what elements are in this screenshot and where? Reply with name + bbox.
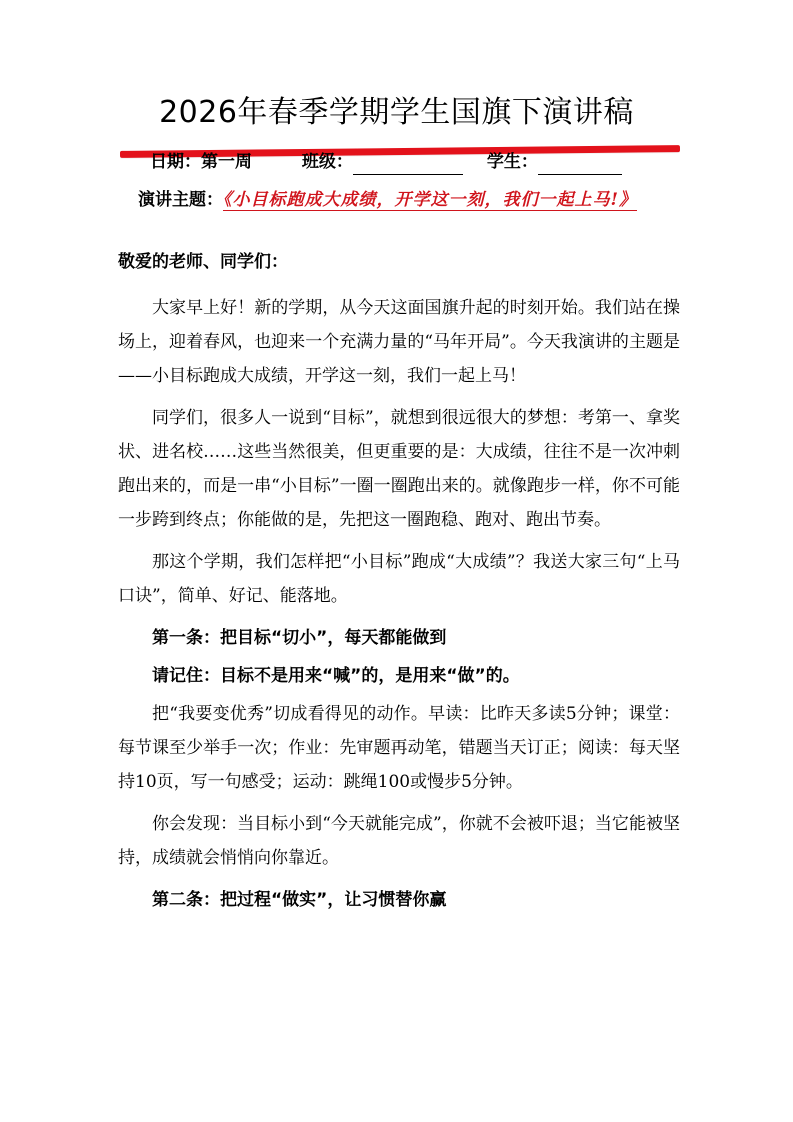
key-line: 请记住：目标不是用来“喊”的，是用来“做”的。 bbox=[152, 666, 520, 686]
student-label: 学生： bbox=[486, 152, 538, 172]
date-label: 日期： bbox=[150, 152, 201, 172]
meta-line bbox=[150, 146, 670, 176]
class-label: 班级： bbox=[301, 152, 353, 172]
greeting: 敬爱的老师、同学们： bbox=[118, 252, 288, 272]
student-blank bbox=[538, 146, 622, 175]
paragraph: 你会发现：当目标小到“今天就能完成”，你就不会被吓退；当它能被坚持，成绩就会悄悄向你靠近。 bbox=[118, 814, 680, 868]
class-blank bbox=[353, 146, 463, 175]
topic-line bbox=[138, 186, 678, 214]
paragraph: 把“我要变优秀”切成看得见的动作。早读：比昨天多读5分钟；课堂：每节课至少举手一次；作业：先审题再动笔，错题当天订正；阅读：每天坚持10页，写一句感受；运动：跳绳100或慢步5分钟。 bbox=[118, 704, 680, 792]
topic-label: 演讲主题： bbox=[138, 190, 223, 210]
paragraph: 大家早上好！新的学期，从今天这面国旗升起的时刻开始。我们站在操场上，迎着春风，也迎来一个充满力量的“马年开局”。今天我演讲的主题是——小目标跑成大成绩，开学这一刻，我们一起上马！ bbox=[118, 298, 680, 386]
section-heading: 第一条：把目标“切小”，每天都能做到 bbox=[152, 628, 447, 648]
topic-text: 《小目标跑成大成绩，开学这一刻，我们一起上马!》 bbox=[223, 190, 637, 210]
paragraph: 同学们，很多人一说到“目标”，就想到很远很大的梦想：考第一、拿奖状、进名校……这些当然很美，但更重要的是：大成绩，往往不是一次冲刺跑出来的，而是一串“小目标”一圈一圈跑出来的。就像跑步一样，你不可能一步跨到终点；你能做的是，先把这一圈跑稳、跑对、跑出节奏。 bbox=[118, 408, 680, 530]
paragraph: 那这个学期，我们怎样把“小目标”跑成“大成绩”？我送大家三句“上马口诀”，简单、好记、能落地。 bbox=[118, 552, 680, 606]
section-heading: 第二条：把过程“做实”，让习惯替你赢 bbox=[152, 890, 447, 910]
speech-body bbox=[118, 245, 680, 921]
date-value: 第一周 bbox=[201, 146, 278, 176]
page-title: 2026年春季学期学生国旗下演讲稿 bbox=[159, 95, 634, 130]
